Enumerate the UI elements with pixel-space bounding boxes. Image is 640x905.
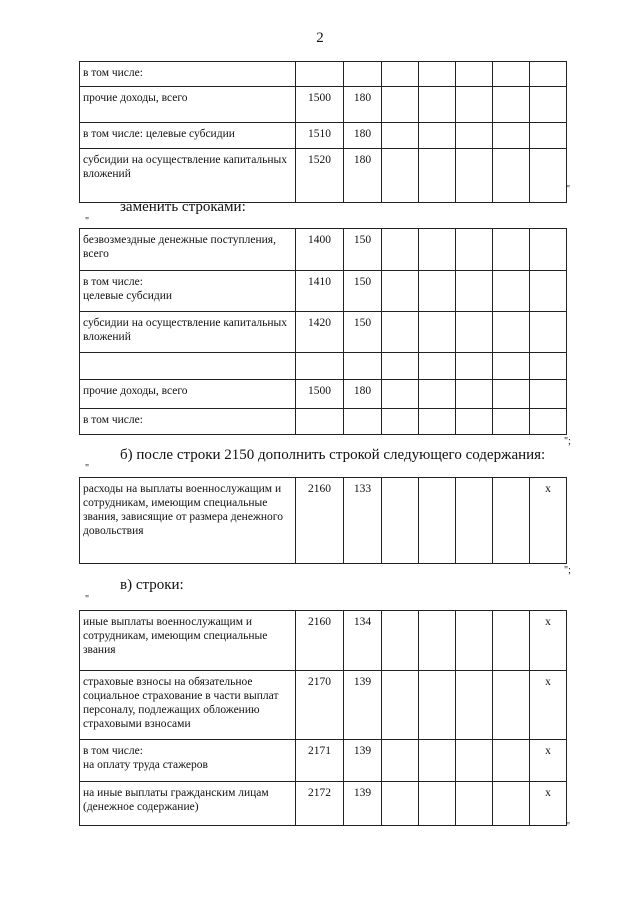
empty-cell bbox=[419, 87, 456, 123]
x-mark: x bbox=[530, 782, 567, 826]
kosgu-code: 134 bbox=[344, 611, 382, 671]
empty-cell bbox=[382, 312, 419, 353]
empty-cell bbox=[419, 229, 456, 271]
empty-cell bbox=[419, 478, 456, 564]
row-description: в том числе: целевые субсидии bbox=[80, 123, 296, 149]
x-mark bbox=[530, 87, 567, 123]
row-description: страховые взносы на обязательное социальное страхование в части выплат персоналу, подлежащих обложению страховыми взносами bbox=[80, 671, 296, 740]
table-row bbox=[80, 671, 567, 740]
x-mark: x bbox=[530, 740, 567, 782]
x-mark bbox=[530, 353, 567, 380]
kosgu-code: 139 bbox=[344, 740, 382, 782]
kosgu-code: 180 bbox=[344, 123, 382, 149]
empty-cell bbox=[382, 611, 419, 671]
empty-cell bbox=[456, 62, 493, 87]
table-row bbox=[80, 611, 567, 671]
x-mark bbox=[530, 62, 567, 87]
empty-cell bbox=[419, 149, 456, 203]
empty-cell bbox=[493, 271, 530, 312]
empty-cell bbox=[419, 782, 456, 826]
row-code: 1510 bbox=[296, 123, 344, 149]
row-description: в том числе: целевые субсидии bbox=[80, 271, 296, 312]
kosgu-code: 139 bbox=[344, 671, 382, 740]
section-v-heading: в) строки: bbox=[120, 577, 184, 593]
x-mark bbox=[530, 380, 567, 409]
x-mark bbox=[530, 409, 567, 435]
x-mark bbox=[530, 271, 567, 312]
x-mark: x bbox=[530, 611, 567, 671]
opening-quote: " bbox=[85, 594, 90, 605]
x-mark bbox=[530, 149, 567, 203]
empty-cell bbox=[493, 229, 530, 271]
x-mark bbox=[530, 123, 567, 149]
row-code: 1500 bbox=[296, 87, 344, 123]
row-code: 1400 bbox=[296, 229, 344, 271]
table-row bbox=[80, 740, 567, 782]
table-row bbox=[80, 380, 567, 409]
empty-cell bbox=[382, 478, 419, 564]
empty-cell bbox=[382, 229, 419, 271]
row-description: субсидии на осуществление капитальных вложений bbox=[80, 312, 296, 353]
row-description: на иные выплаты гражданским лицам (денежное содержание) bbox=[80, 782, 296, 826]
empty-cell bbox=[456, 409, 493, 435]
table-row bbox=[80, 123, 567, 149]
empty-cell bbox=[456, 229, 493, 271]
empty-cell bbox=[382, 409, 419, 435]
empty-cell bbox=[419, 271, 456, 312]
row-code: 2160 bbox=[296, 478, 344, 564]
table-row bbox=[80, 149, 567, 203]
closing-quote: "; bbox=[564, 436, 571, 447]
row-code: 1520 bbox=[296, 149, 344, 203]
empty-cell bbox=[456, 353, 493, 380]
empty-cell bbox=[493, 409, 530, 435]
empty-cell bbox=[382, 740, 419, 782]
kosgu-code bbox=[344, 409, 382, 435]
x-mark bbox=[530, 312, 567, 353]
row-description: в том числе: bbox=[80, 62, 296, 87]
empty-cell bbox=[419, 409, 456, 435]
table-row bbox=[80, 782, 567, 826]
kosgu-code bbox=[344, 353, 382, 380]
empty-cell bbox=[419, 353, 456, 380]
empty-cell bbox=[493, 782, 530, 826]
empty-cell bbox=[456, 611, 493, 671]
empty-cell bbox=[493, 149, 530, 203]
row-code: 1500 bbox=[296, 380, 344, 409]
row-description: субсидии на осуществление капитальных вложений bbox=[80, 149, 296, 203]
row-code bbox=[296, 409, 344, 435]
empty-cell bbox=[456, 478, 493, 564]
empty-cell bbox=[493, 353, 530, 380]
row-code bbox=[296, 353, 344, 380]
row-description bbox=[80, 353, 296, 380]
row-description: прочие доходы, всего bbox=[80, 87, 296, 123]
row-code: 2160 bbox=[296, 611, 344, 671]
empty-cell bbox=[419, 380, 456, 409]
kosgu-code: 150 bbox=[344, 312, 382, 353]
table-row bbox=[80, 478, 567, 564]
row-description: безвозмездные денежные поступления, всего bbox=[80, 229, 296, 271]
empty-cell bbox=[493, 671, 530, 740]
kosgu-code: 180 bbox=[344, 149, 382, 203]
empty-cell bbox=[382, 353, 419, 380]
empty-cell bbox=[419, 740, 456, 782]
empty-cell bbox=[493, 123, 530, 149]
row-description: расходы на выплаты военнослужащим и сотрудникам, имеющим специальные звания, зависящие от размера денежного довольствия bbox=[80, 478, 296, 564]
row-code: 2171 bbox=[296, 740, 344, 782]
x-mark: x bbox=[530, 671, 567, 740]
section-b-heading: б) после строки 2150 дополнить строкой следующего содержания: bbox=[120, 447, 546, 463]
replace-heading: заменить строками: bbox=[120, 199, 246, 215]
row-code: 1420 bbox=[296, 312, 344, 353]
table-row bbox=[80, 229, 567, 271]
closing-quote: " bbox=[566, 821, 571, 832]
opening-quote: " bbox=[85, 463, 90, 474]
row-description: иные выплаты военнослужащим и сотрудникам, имеющим специальные звания bbox=[80, 611, 296, 671]
table-row bbox=[80, 353, 567, 380]
row-description: в том числе: на оплату труда стажеров bbox=[80, 740, 296, 782]
empty-cell bbox=[456, 149, 493, 203]
empty-cell bbox=[456, 380, 493, 409]
empty-cell bbox=[493, 312, 530, 353]
row-code: 1410 bbox=[296, 271, 344, 312]
kosgu-code: 139 bbox=[344, 782, 382, 826]
closing-quote: "; bbox=[564, 565, 571, 576]
row-code: 2170 bbox=[296, 671, 344, 740]
table-row bbox=[80, 62, 567, 87]
row-description: в том числе: bbox=[80, 409, 296, 435]
empty-cell bbox=[382, 380, 419, 409]
empty-cell bbox=[382, 671, 419, 740]
table-row bbox=[80, 87, 567, 123]
x-mark bbox=[530, 229, 567, 271]
empty-cell bbox=[493, 478, 530, 564]
kosgu-code: 180 bbox=[344, 87, 382, 123]
empty-cell bbox=[419, 123, 456, 149]
empty-cell bbox=[456, 271, 493, 312]
empty-cell bbox=[419, 611, 456, 671]
kosgu-code: 150 bbox=[344, 229, 382, 271]
closing-quote: " bbox=[566, 184, 571, 195]
empty-cell bbox=[456, 312, 493, 353]
empty-cell bbox=[456, 671, 493, 740]
row-description: прочие доходы, всего bbox=[80, 380, 296, 409]
empty-cell bbox=[493, 380, 530, 409]
empty-cell bbox=[382, 149, 419, 203]
empty-cell bbox=[419, 312, 456, 353]
empty-cell bbox=[456, 782, 493, 826]
empty-cell bbox=[456, 123, 493, 149]
page-number: 2 bbox=[316, 30, 324, 46]
empty-cell bbox=[493, 611, 530, 671]
empty-cell bbox=[419, 671, 456, 740]
budget-table-1 bbox=[79, 61, 567, 203]
empty-cell bbox=[382, 782, 419, 826]
table-row bbox=[80, 271, 567, 312]
empty-cell bbox=[493, 740, 530, 782]
empty-cell bbox=[382, 123, 419, 149]
table-row bbox=[80, 312, 567, 353]
budget-table-2 bbox=[79, 228, 567, 435]
kosgu-code: 180 bbox=[344, 380, 382, 409]
kosgu-code bbox=[344, 62, 382, 87]
row-code: 2172 bbox=[296, 782, 344, 826]
empty-cell bbox=[382, 271, 419, 312]
budget-table-4 bbox=[79, 610, 567, 826]
empty-cell bbox=[493, 62, 530, 87]
kosgu-code: 133 bbox=[344, 478, 382, 564]
empty-cell bbox=[382, 62, 419, 87]
opening-quote: " bbox=[85, 216, 90, 227]
row-code bbox=[296, 62, 344, 87]
empty-cell bbox=[419, 62, 456, 87]
budget-table-3 bbox=[79, 477, 567, 564]
empty-cell bbox=[456, 87, 493, 123]
empty-cell bbox=[382, 87, 419, 123]
table-row bbox=[80, 409, 567, 435]
kosgu-code: 150 bbox=[344, 271, 382, 312]
empty-cell bbox=[493, 87, 530, 123]
empty-cell bbox=[456, 740, 493, 782]
x-mark: x bbox=[530, 478, 567, 564]
